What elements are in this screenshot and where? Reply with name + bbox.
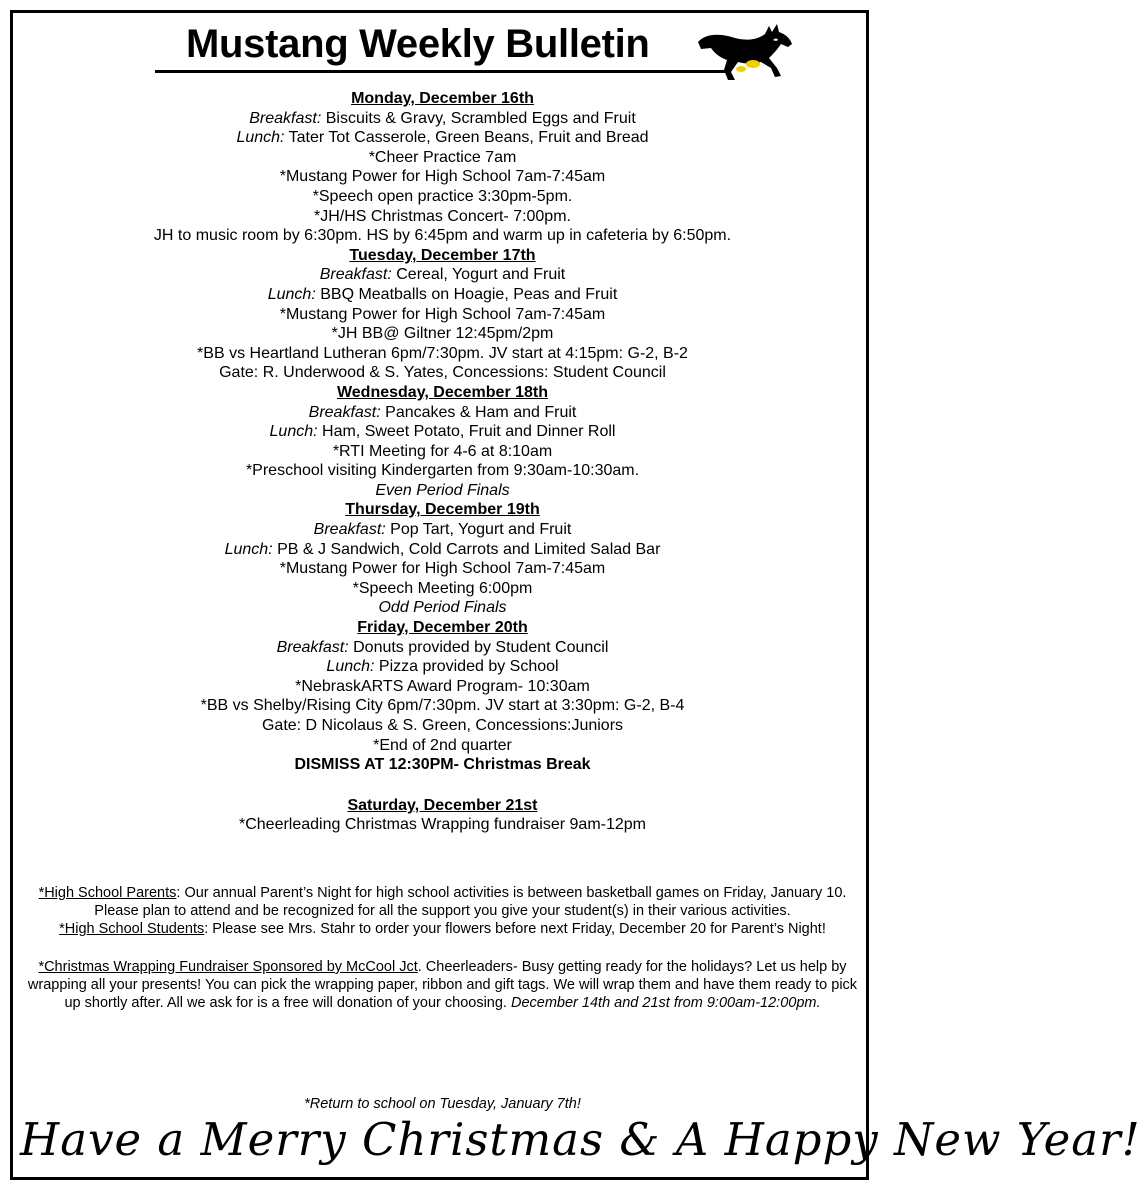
- lunch-line: [20, 540, 865, 560]
- lunch-label: Lunch:: [326, 658, 375, 676]
- lunch-menu: Ham, Sweet Potato, Fruit and Dinner Roll: [322, 423, 616, 441]
- breakfast-line: [20, 109, 865, 129]
- lunch-label: Lunch:: [236, 129, 285, 147]
- announcements: [25, 884, 860, 1012]
- notice-lead: *Christmas Wrapping Fundraiser Sponsored by McCool Jct: [38, 959, 418, 975]
- breakfast-menu: Donuts provided by Student Council: [353, 638, 609, 656]
- event-line: *Speech Meeting 6:00pm: [352, 579, 533, 597]
- lunch-label: Lunch:: [269, 423, 318, 441]
- finals-note: Even Period Finals: [375, 481, 510, 499]
- event-line: *End of 2nd quarter: [373, 736, 512, 754]
- lunch-line: [20, 422, 865, 442]
- breakfast-label: Breakfast:: [319, 266, 392, 284]
- finals-note: Odd Period Finals: [378, 599, 507, 617]
- day-heading-wednesday: Wednesday, December 18th: [336, 383, 549, 401]
- breakfast-menu: Cereal, Yogurt and Fruit: [396, 266, 566, 284]
- event-line: *JH BB@ Giltner 12:45pm/2pm: [331, 325, 554, 343]
- bulletin-title: Mustang Weekly Bulletin: [186, 22, 650, 66]
- event-line: *NebraskARTS Award Program- 10:30am: [295, 677, 590, 695]
- dismiss-notice: DISMISS AT 12:30PM- Christmas Break: [294, 756, 591, 774]
- notice-lead: *High School Parents: [38, 885, 177, 901]
- event-line: *Mustang Power for High School 7am-7:45am: [279, 560, 606, 578]
- lunch-menu: PB & J Sandwich, Cold Carrots and Limited Salad Bar: [277, 540, 661, 558]
- notice-text: . Cheerleaders- Busy getting ready for the holidays? Let us help by wrapping all your presents! You can pick the wrapping paper, ribbon and gift tags. We will wrap them and have them ready to pick up shortly after. All we ask for is a free will donation of your choosing.: [27, 959, 858, 1011]
- event-line: *Mustang Power for High School 7am-7:45am: [279, 168, 606, 186]
- day-heading-thursday: Thursday, December 19th: [345, 501, 540, 519]
- event-line: *Cheer Practice 7am: [368, 148, 517, 166]
- day-heading-friday: Friday, December 20th: [357, 619, 528, 637]
- event-line: *BB vs Shelby/Rising City 6pm/7:30pm. JV start at 3:30pm: G-2, B-4: [200, 697, 685, 715]
- breakfast-label: Breakfast:: [313, 521, 386, 539]
- event-line: *BB vs Heartland Lutheran 6pm/7:30pm. JV start at 4:15pm: G-2, B-2: [197, 344, 688, 362]
- event-line: Gate: R. Underwood & S. Yates, Concessions: Student Council: [219, 364, 666, 382]
- parents-notice: [25, 884, 860, 920]
- breakfast-line: [20, 520, 865, 540]
- lunch-menu: Pizza provided by School: [378, 658, 559, 676]
- lunch-label: Lunch:: [267, 285, 316, 303]
- return-to-school-note: *Return to school on Tuesday, January 7th!: [304, 1096, 581, 1112]
- lunch-line: [20, 285, 865, 305]
- event-line: *Speech open practice 3:30pm-5pm.: [312, 187, 573, 205]
- breakfast-line: [20, 638, 865, 658]
- breakfast-label: Breakfast:: [276, 638, 349, 656]
- fundraiser-dates: December 14th and 21st from 9:00am-12:00pm.: [511, 995, 821, 1011]
- event-line: *JH/HS Christmas Concert- 7:00pm.: [314, 207, 571, 225]
- students-notice: [25, 920, 860, 938]
- day-heading-saturday: Saturday, December 21st: [347, 796, 538, 814]
- fundraiser-notice: [25, 958, 860, 1012]
- event-line: *Preschool visiting Kindergarten from 9:30am-10:30am.: [245, 462, 640, 480]
- breakfast-label: Breakfast:: [249, 109, 322, 127]
- weekly-schedule: [20, 89, 865, 835]
- lunch-menu: BBQ Meatballs on Hoagie, Peas and Fruit: [320, 285, 618, 303]
- event-line: JH to music room by 6:30pm. HS by 6:45pm and warm up in cafeteria by 6:50pm.: [153, 227, 732, 245]
- notice-text: : Our annual Parent’s Night for high school activities is between basketball games on Friday, January 10. Please plan to attend and be recognized for all the support you give your student(s) in their various activities.: [94, 885, 847, 919]
- bulletin-header: [0, 0, 885, 80]
- breakfast-label: Breakfast:: [308, 403, 381, 421]
- lunch-label: Lunch:: [224, 540, 273, 558]
- title-underline: [155, 70, 728, 73]
- event-line: *RTI Meeting for 4-6 at 8:10am: [332, 442, 553, 460]
- breakfast-menu: Pop Tart, Yogurt and Fruit: [390, 521, 572, 539]
- notice-lead: *High School Students: [59, 921, 205, 937]
- breakfast-menu: Biscuits & Gravy, Scrambled Eggs and Fruit: [325, 109, 636, 127]
- breakfast-line: [20, 403, 865, 423]
- event-line: *Mustang Power for High School 7am-7:45am: [279, 305, 606, 323]
- breakfast-menu: Pancakes & Ham and Fruit: [385, 403, 577, 421]
- event-line: Gate: D Nicolaus & S. Green, Concessions:Juniors: [261, 717, 624, 734]
- mustang-horse-icon: [695, 20, 795, 82]
- event-line: *Cheerleading Christmas Wrapping fundraiser 9am-12pm: [238, 816, 646, 834]
- day-heading-tuesday: Tuesday, December 17th: [349, 246, 536, 264]
- day-heading-monday: Monday, December 16th: [351, 90, 534, 107]
- notice-text: : Please see Mrs. Stahr to order your flowers before next Friday, December 20 for Parent’s Night!: [204, 921, 826, 937]
- breakfast-line: [20, 265, 865, 285]
- lunch-line: [20, 128, 865, 148]
- lunch-line: [20, 657, 865, 677]
- holiday-greeting: Have a Merry Christmas & A Happy New Year!: [20, 1113, 1141, 1166]
- lunch-menu: Tater Tot Casserole, Green Beans, Fruit and Bread: [288, 129, 649, 147]
